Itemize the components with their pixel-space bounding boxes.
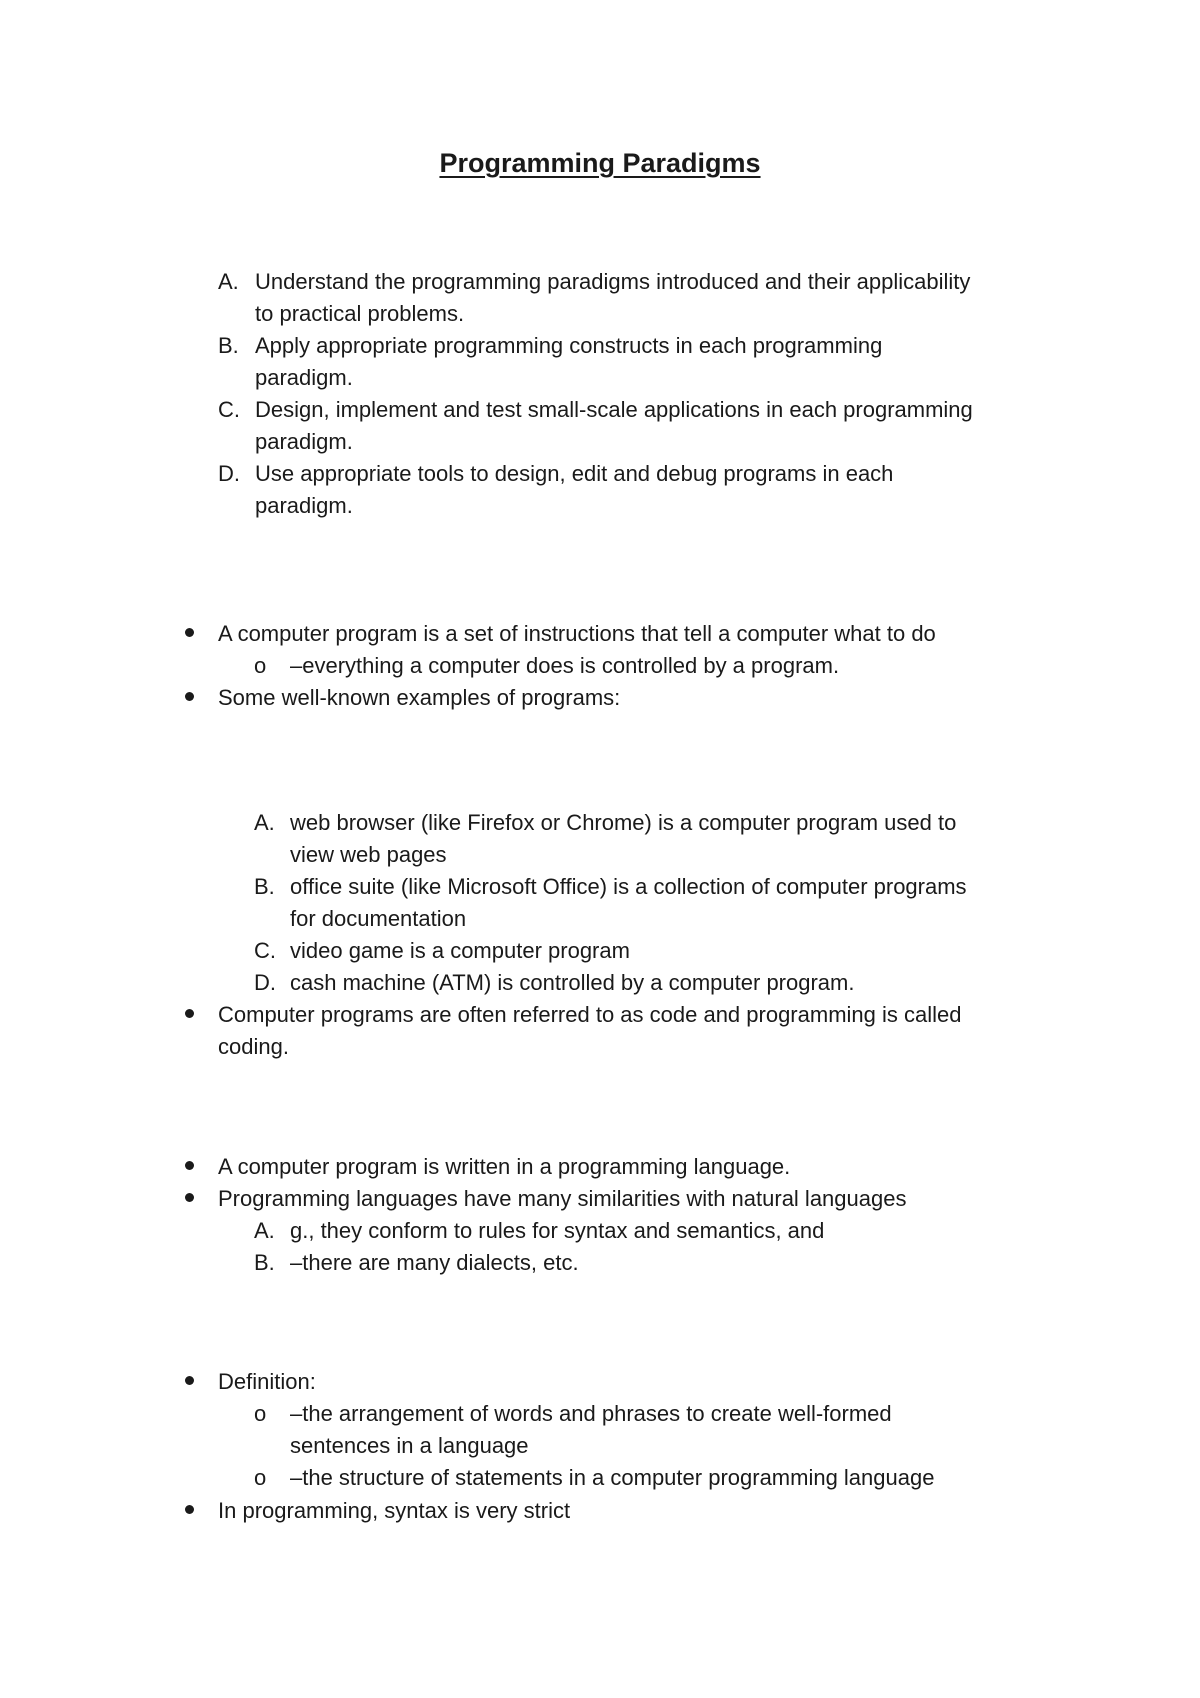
- sub-bullet-marker: o: [254, 653, 267, 678]
- bullet-written-in-language: A computer program is written in a programming language.: [218, 1154, 791, 1179]
- objective-c-line2: paradigm.: [255, 429, 353, 454]
- example-d-marker: D.: [254, 970, 276, 995]
- sub-bullet-controlled: –everything a computer does is controlled by a program.: [290, 653, 840, 678]
- objective-b-marker: B.: [218, 333, 239, 358]
- bullet-dot: [185, 692, 194, 701]
- objective-c-marker: C.: [218, 397, 240, 422]
- example-a-marker: A.: [254, 810, 275, 835]
- bullet-program-definition: A computer program is a set of instructions that tell a computer what to do: [218, 621, 936, 646]
- example-d-line1: cash machine (ATM) is controlled by a computer program.: [290, 970, 855, 995]
- objective-d-line1: Use appropriate tools to design, edit and debug programs in each: [255, 461, 894, 486]
- bullet-code-line2: coding.: [218, 1034, 289, 1059]
- example-b-line1: office suite (like Microsoft Office) is a collection of computer programs: [290, 874, 967, 899]
- sub-bullet-marker: o: [254, 1465, 267, 1490]
- bullet-examples-intro: Some well-known examples of programs:: [218, 685, 621, 710]
- bullet-similarities: Programming languages have many similarities with natural languages: [218, 1186, 907, 1211]
- objective-a-marker: A.: [218, 269, 239, 294]
- objective-d-marker: D.: [218, 461, 240, 486]
- sub-a-syntax-semantics: g., they conform to rules for syntax and semantics, and: [290, 1218, 825, 1243]
- objective-b-line1: Apply appropriate programming constructs in each programming: [255, 333, 883, 358]
- bullet-dot: [185, 1193, 194, 1202]
- sub-bullet-marker: o: [254, 1401, 267, 1426]
- page-title: Programming Paradigms: [439, 148, 761, 178]
- definition-sub1-line2: sentences in a language: [290, 1433, 529, 1458]
- example-b-marker: B.: [254, 874, 275, 899]
- objective-a-line1: Understand the programming paradigms introduced and their applicability: [255, 269, 971, 294]
- bullet-definition: Definition:: [218, 1369, 316, 1394]
- sub-a-marker: A.: [254, 1218, 275, 1243]
- bullet-dot: [185, 628, 194, 637]
- example-a-line1: web browser (like Firefox or Chrome) is a computer program used to: [290, 810, 957, 835]
- bullet-dot: [185, 1376, 194, 1385]
- example-a-line2: view web pages: [290, 842, 447, 867]
- objective-a-line2: to practical problems.: [255, 301, 465, 326]
- example-c-marker: C.: [254, 938, 276, 963]
- definition-sub2: –the structure of statements in a computer programming language: [290, 1465, 935, 1490]
- sub-b-marker: B.: [254, 1250, 275, 1275]
- bullet-syntax-strict: In programming, syntax is very strict: [218, 1498, 571, 1523]
- definition-sub1-line1: –the arrangement of words and phrases to create well-formed: [290, 1401, 892, 1426]
- bullet-code-line1: Computer programs are often referred to as code and programming is called: [218, 1002, 962, 1027]
- example-c-line1: video game is a computer program: [290, 938, 630, 963]
- bullet-dot: [185, 1505, 194, 1514]
- objective-b-line2: paradigm.: [255, 365, 353, 390]
- bullet-dot: [185, 1161, 194, 1170]
- objective-c-line1: Design, implement and test small-scale applications in each programming: [255, 397, 973, 422]
- sub-b-dialects: –there are many dialects, etc.: [290, 1250, 579, 1275]
- objective-d-line2: paradigm.: [255, 493, 353, 518]
- bullet-dot: [185, 1009, 194, 1018]
- example-b-line2: for documentation: [290, 906, 467, 931]
